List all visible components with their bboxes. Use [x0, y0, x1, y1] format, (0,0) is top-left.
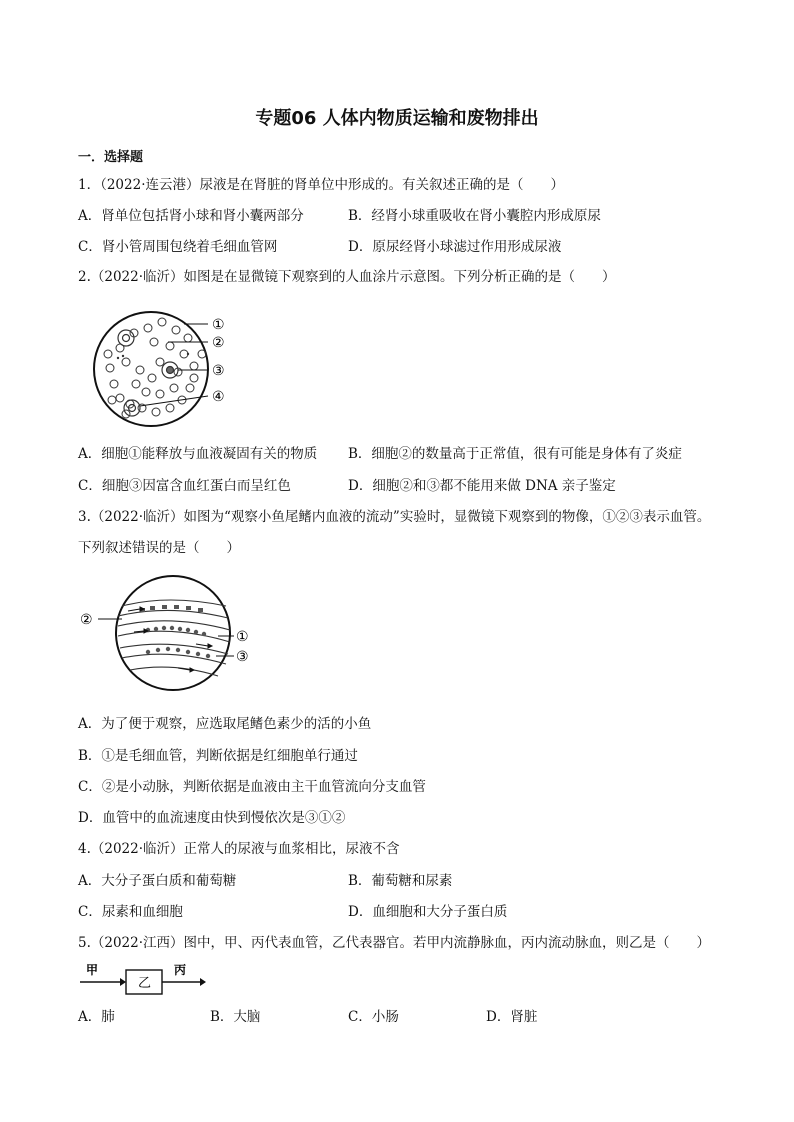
- q2-stem: 2.（2022·临沂）如图是在显微镜下观察到的人血涂片示意图。下列分析正确的是（ ）: [78, 269, 616, 285]
- q2-label-3: ③: [212, 363, 225, 379]
- q5-option-a[interactable]: A．肺: [78, 1009, 115, 1025]
- q5-option-c[interactable]: C．小肠: [348, 1009, 399, 1025]
- q1-option-b[interactable]: B．经肾小球重吸收在肾小囊腔内形成原尿: [348, 208, 601, 224]
- q3-option-c[interactable]: C．②是小动脉，判断依据是血液由主干血管流向分支血管: [78, 779, 426, 795]
- section-heading: 一．选择题: [78, 150, 144, 165]
- q4-option-b[interactable]: B．葡萄糖和尿素: [348, 873, 453, 889]
- q1-stem: 1．（2022·连云港）尿液是在肾脏的肾单位中形成的。有关叙述正确的是（ ）: [78, 177, 564, 193]
- q3-option-b[interactable]: B．①是毛细血管，判断依据是红细胞单行通过: [78, 748, 358, 764]
- q1-option-c[interactable]: C．肾小管周围包绕着毛细血管网: [78, 239, 278, 255]
- q5-label-yi: 乙: [138, 976, 152, 991]
- q3-option-d[interactable]: D．血管中的血流速度由快到慢依次是③①②: [78, 810, 346, 826]
- q5-stem: 5.（2022·江西）图中，甲、丙代表血管，乙代表器官。若甲内流静脉血，丙内流动脉血，则乙是（ ）: [78, 935, 711, 951]
- q3-label-2: ②: [80, 612, 93, 628]
- q4-stem: 4.（2022·临沂）正常人的尿液与血浆相比，尿液不含: [78, 841, 400, 857]
- fish-tail-vessels-figure: [78, 572, 258, 697]
- q3-stem-line2: 下列叙述错误的是（ ）: [78, 540, 240, 556]
- q4-option-d[interactable]: D．血细胞和大分子蛋白质: [348, 904, 508, 920]
- q1-option-a[interactable]: A．肾单位包括肾小球和肾小囊两部分: [78, 208, 304, 224]
- q2-option-a[interactable]: A．细胞①能释放与血液凝固有关的物质: [78, 446, 318, 462]
- vessel-organ-diagram: [80, 960, 210, 1000]
- q3-option-a[interactable]: A．为了便于观察，应选取尾鳍色素少的活的小鱼: [78, 716, 372, 732]
- blood-smear-figure: [90, 308, 270, 438]
- q2-option-c[interactable]: C．细胞③因富含血红蛋白而呈红色: [78, 478, 291, 494]
- q2-label-1: ①: [212, 317, 225, 333]
- q2-label-4: ④: [212, 389, 225, 405]
- q4-option-c[interactable]: C．尿素和血细胞: [78, 904, 183, 920]
- q2-option-b[interactable]: B．细胞②的数量高于正常值，很有可能是身体有了炎症: [348, 446, 682, 462]
- q2-option-d[interactable]: D．细胞②和③都不能用来做 DNA 亲子鉴定: [348, 478, 616, 494]
- q4-option-a[interactable]: A．大分子蛋白质和葡萄糖: [78, 873, 237, 889]
- q3-label-3: ③: [236, 649, 249, 665]
- q5-label-bing: 丙: [174, 963, 187, 977]
- q5-option-d[interactable]: D．肾脏: [486, 1009, 538, 1025]
- q5-option-b[interactable]: B．大脑: [210, 1009, 261, 1025]
- q3-stem-line1: 3.（2022·临沂）如图为“观察小鱼尾鳍内血液的流动”实验时，显微镜下观察到的物像，①②③表示血管。: [78, 509, 711, 525]
- q5-label-jia: 甲: [86, 963, 99, 977]
- q2-label-2: ②: [212, 335, 225, 351]
- page-title: 专题06 人体内物质运输和废物排出: [255, 108, 539, 129]
- q1-option-d[interactable]: D．原尿经肾小球滤过作用形成尿液: [348, 239, 562, 255]
- q3-label-1: ①: [236, 629, 249, 645]
